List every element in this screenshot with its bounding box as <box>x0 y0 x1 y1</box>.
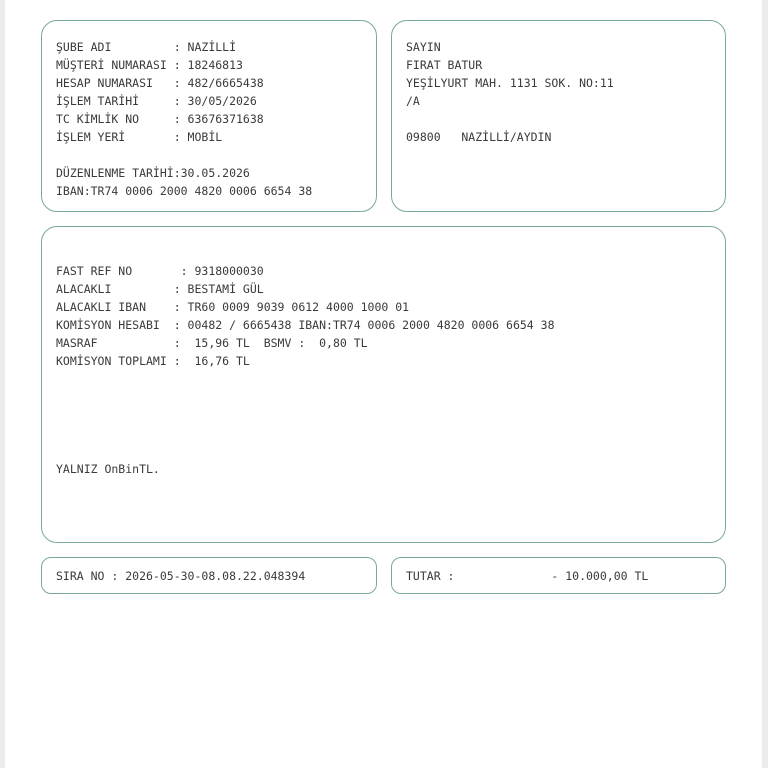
transaction-detail-line: ALACAKLI IBAN : TR60 0009 9039 0612 4000 1000 01 <box>56 300 410 314</box>
sequence-number-box <box>41 557 377 594</box>
transaction-detail-line <box>56 370 555 388</box>
amount-total: TUTAR : - 10.000,00 TL <box>406 569 649 583</box>
transaction-detail-line: KOMİSYON HESABI : 00482 / 6665438 IBAN:TR74 0006 2000 4820 0006 6654 38 <box>56 318 555 332</box>
transaction-detail-line <box>56 442 555 460</box>
transaction-detail-line <box>56 424 555 442</box>
transaction-details-lines <box>56 244 555 478</box>
amount-box <box>391 557 726 594</box>
recipient-address-line: SAYIN <box>406 40 441 54</box>
branch-info-line: HESAP NUMARASI : 482/6665438 <box>56 76 264 90</box>
transaction-detail-line <box>56 406 555 424</box>
transaction-detail-line: MASRAF : 15,96 TL BSMV : 0,80 TL <box>56 336 368 350</box>
recipient-address-line: YEŞİLYURT MAH. 1131 SOK. NO:11 <box>406 76 614 90</box>
recipient-address-lines <box>406 38 614 146</box>
branch-info-line: İŞLEM TARİHİ : 30/05/2026 <box>56 94 257 108</box>
transaction-detail-line: FAST REF NO : 9318000030 <box>56 264 264 278</box>
receipt-page <box>5 0 762 768</box>
recipient-address-line: 09800 NAZİLLİ/AYDIN <box>406 130 552 144</box>
branch-info-line: MÜŞTERİ NUMARASI : 18246813 <box>56 58 243 72</box>
branch-info-line: DÜZENLENME TARİHİ:30.05.2026 <box>56 166 250 180</box>
recipient-address-line <box>406 110 614 128</box>
transaction-detail-line: YALNIZ OnBinTL. <box>56 462 160 476</box>
recipient-address-line: /A <box>406 94 420 108</box>
branch-info-line: İŞLEM YERİ : MOBİL <box>56 130 223 144</box>
branch-info-line: IBAN:TR74 0006 2000 4820 0006 6654 38 <box>56 184 313 198</box>
transaction-detail-line <box>56 388 555 406</box>
recipient-address-box <box>391 20 726 212</box>
recipient-address-line: FIRAT BATUR <box>406 58 483 72</box>
sequence-number: SIRA NO : 2026-05-30-08.08.22.048394 <box>56 569 306 583</box>
transaction-detail-line: ALACAKLI : BESTAMİ GÜL <box>56 282 264 296</box>
branch-info-line: TC KİMLİK NO : 63676371638 <box>56 112 264 126</box>
branch-info-line <box>56 146 312 164</box>
branch-info-lines <box>56 38 312 200</box>
transaction-detail-line <box>56 244 555 262</box>
transaction-detail-line: KOMİSYON TOPLAMI : 16,76 TL <box>56 354 250 368</box>
branch-info-line: ŞUBE ADI : NAZİLLİ <box>56 40 237 54</box>
transaction-details-box <box>41 226 726 543</box>
branch-info-box <box>41 20 377 212</box>
